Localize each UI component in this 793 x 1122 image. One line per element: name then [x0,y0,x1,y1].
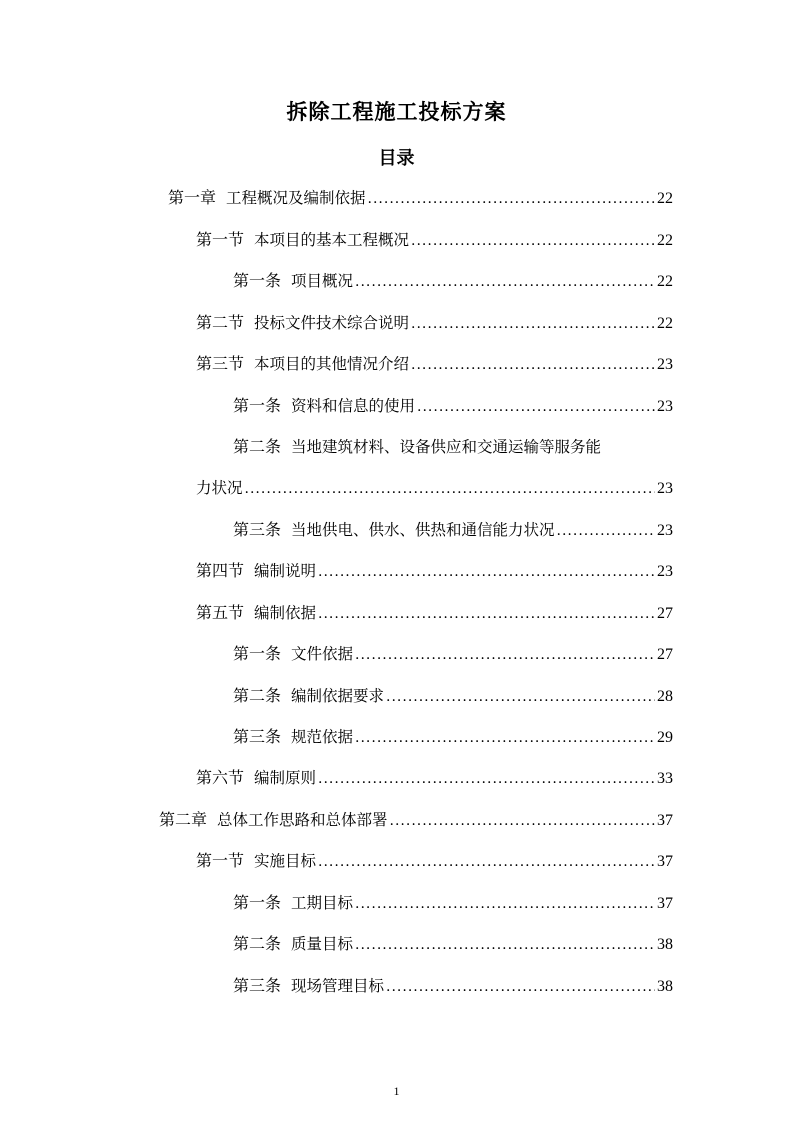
toc-entry-prefix: 第一条 [233,893,282,912]
toc-entry-title: 编制依据 [254,604,317,622]
toc-entry-page: 23 [657,522,673,539]
toc-leader-dots [355,643,655,665]
toc-entry-prefix: 第一条 [233,271,282,290]
toc-leader-dots [386,685,655,707]
toc-entry-article[interactable] [233,975,673,998]
toc-entry-article[interactable] [233,519,673,542]
toc-entry-page: 22 [657,273,673,290]
toc-entry-title: 编制原则 [254,769,317,787]
toc-entry-page: 28 [657,688,673,705]
toc-leader-dots [318,602,655,624]
toc-entry-page: 23 [657,398,673,415]
toc-leader-dots [245,477,655,499]
toc-entry-title: 总体工作思路和总体部署 [217,811,388,829]
toc-leader-dots [355,270,655,292]
toc-leader-dots [318,767,655,789]
toc-entry-section[interactable] [196,560,673,583]
toc-leader-dots [386,975,655,997]
toc-entry-prefix: 第三节 [196,354,245,373]
toc-entry-title: 实施目标 [254,852,317,870]
toc-entry-prefix: 第一章 [168,188,217,207]
toc-entry-title: 工期目标 [291,894,354,912]
toc-entry-section[interactable] [196,602,673,625]
toc-leader-dots [411,353,655,375]
toc-entry-page: 38 [657,936,673,953]
toc-entry-page: 37 [657,812,673,829]
toc-entry-article[interactable] [233,933,673,956]
toc-leader-dots [411,312,655,334]
toc-entry-page: 27 [657,646,673,663]
toc-entry-title: 项目概况 [291,272,354,290]
toc-entry-prefix: 第二条 [233,686,282,705]
toc-entry-prefix: 第二条 [233,934,282,953]
toc-entry-title-continuation: 力状况 [196,479,243,497]
toc-entry-title: 当地供电、供水、供热和通信能力状况 [291,521,555,539]
toc-leader-dots [368,187,655,209]
toc-entry-prefix: 第六节 [196,768,245,787]
toc-entry-page: 27 [657,605,673,622]
toc-leader-dots [355,892,655,914]
toc-entry-chapter-1[interactable] [168,187,673,210]
toc-leader-dots [557,519,655,541]
toc-entry-prefix: 第三条 [233,727,282,746]
toc-entry-title: 规范依据 [291,728,354,746]
toc-entry-prefix: 第五节 [196,603,245,622]
toc-entry-section[interactable] [196,353,673,376]
toc-entry-title: 质量目标 [291,935,354,953]
toc-heading: 目录 [378,148,415,169]
toc-leader-dots [355,933,655,955]
toc-leader-dots [318,560,655,582]
toc-leader-dots [355,726,655,748]
toc-entry-title: 本项目的基本工程概况 [254,231,410,249]
toc-leader-dots [417,395,655,417]
toc-entry-title: 现场管理目标 [291,977,385,995]
toc-entry-page: 29 [657,729,673,746]
toc-entry-page: 23 [657,480,673,497]
toc-entry-title: 投标文件技术综合说明 [254,314,410,332]
toc-entry-section[interactable] [196,850,673,873]
toc-entry-title: 编制依据要求 [291,687,385,705]
toc-leader-dots [411,229,655,251]
toc-entry-page: 22 [657,190,673,207]
toc-entry-title: 文件依据 [291,645,354,663]
document-title: 拆除工程施工投标方案 [286,100,507,124]
toc-entry-prefix: 第一节 [196,851,245,870]
toc-entry-article[interactable] [233,270,673,293]
toc-entry-article[interactable] [233,643,673,666]
toc-entry-prefix: 第一节 [196,230,245,249]
toc-entry-title: 工程概况及编制依据 [226,189,366,207]
toc-entry-continuation[interactable] [196,477,673,500]
toc-entry-section[interactable] [196,229,673,252]
toc-entry-article[interactable] [233,395,673,418]
toc-entry-article[interactable] [233,892,673,915]
toc-entry-title: 编制说明 [254,562,317,580]
toc-entry-title: 资料和信息的使用 [291,397,416,415]
toc-entry-page: 37 [657,895,673,912]
toc-entry-page: 38 [657,978,673,995]
page-number: 1 [393,1084,400,1098]
toc-entry-section[interactable] [196,767,673,790]
toc-entry-prefix: 第一条 [233,644,282,663]
toc-entry-prefix: 第三条 [233,520,282,539]
toc-entry-page: 33 [657,770,673,787]
toc-entry-page: 23 [657,563,673,580]
toc-entry-chapter-2[interactable] [159,809,673,832]
toc-entry-page: 22 [657,315,673,332]
toc-entry-article-wrapped[interactable] [233,436,601,458]
toc-entry-page: 23 [657,356,673,373]
toc-entry-prefix: 第二章 [159,810,208,829]
toc-entry-prefix: 第二条 [233,437,282,456]
toc-leader-dots [318,850,655,872]
toc-entry-page: 37 [657,853,673,870]
toc-entry-prefix: 第一条 [233,396,282,415]
toc-entry-page: 22 [657,232,673,249]
toc-entry-prefix: 第四节 [196,561,245,580]
toc-leader-dots [390,809,655,831]
toc-entry-section[interactable] [196,312,673,335]
toc-entry-prefix: 第二节 [196,313,245,332]
toc-entry-title: 本项目的其他情况介绍 [254,355,410,373]
toc-entry-article[interactable] [233,726,673,749]
toc-entry-article[interactable] [233,685,673,708]
toc-entry-prefix: 第三条 [233,976,282,995]
toc-entry-title: 当地建筑材料、设备供应和交通运输等服务能 [291,438,602,456]
